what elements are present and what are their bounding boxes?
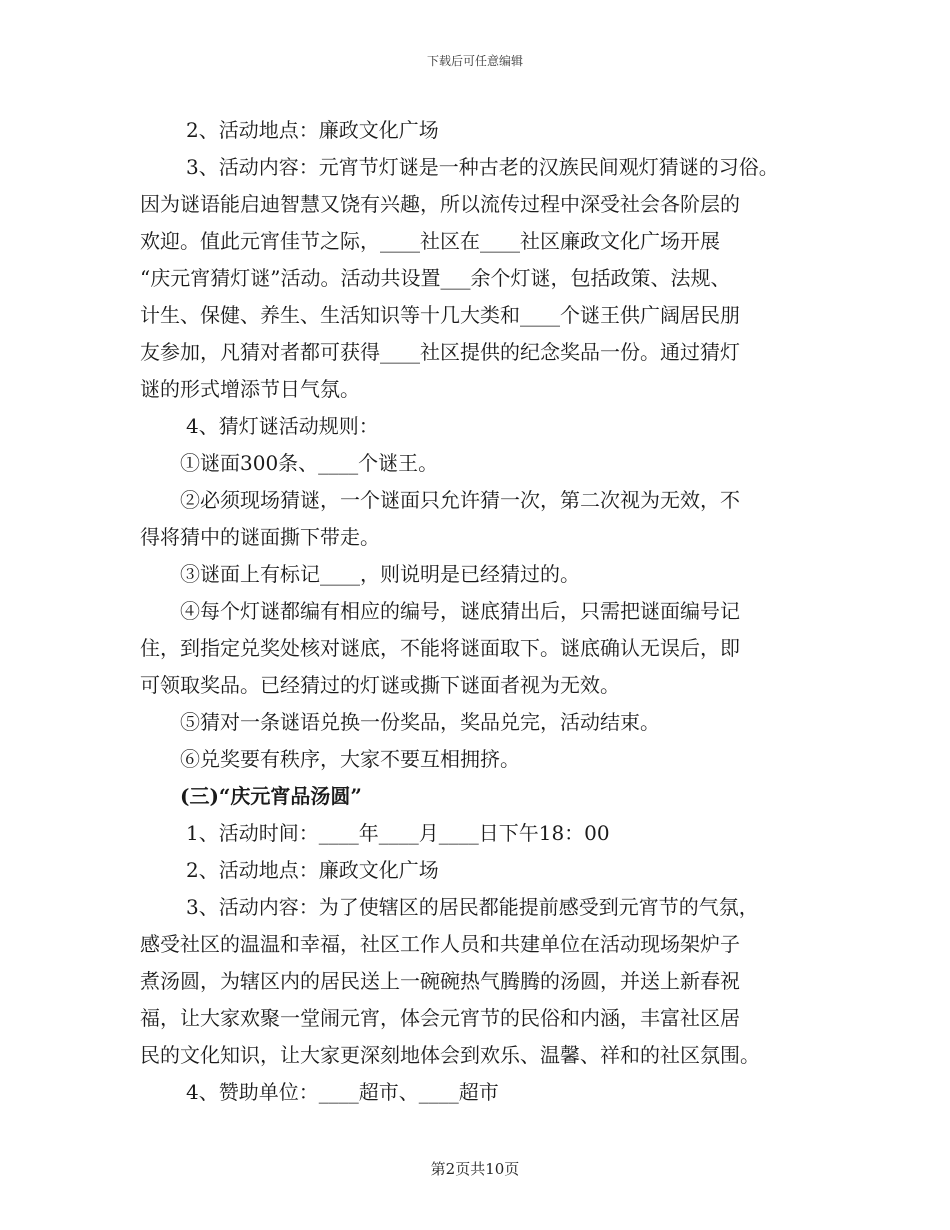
paragraph-line: ⑤猜对一条谜语兑换一份奖品，奖品兑完，活动结束。	[180, 710, 660, 734]
paragraph-line: “庆元宵猜灯谜”活动。活动共设置___余个灯谜，包括政策、法规、	[140, 266, 731, 290]
section-heading: (三)“庆元宵品汤圆”	[180, 784, 362, 808]
paragraph-line: 1、活动时间：____年____月____日下午18：00	[186, 821, 610, 845]
paragraph-line: 得将猜中的谜面撕下带走。	[140, 525, 380, 549]
document-body	[140, 112, 820, 1111]
page-footer: 第2页共10页	[430, 1160, 520, 1178]
paragraph-line: 2、活动地点：廉政文化广场	[186, 118, 439, 142]
paragraph-line: 计生、保健、养生、生活知识等十几大类和____个谜王供广阔居民朋	[140, 303, 740, 327]
paragraph-line: 友参加，凡猜对者都可获得____社区提供的纪念奖品一份。通过猜灯	[140, 340, 740, 364]
paragraph-line: 感受社区的温温和幸福，社区工作人员和共建单位在活动现场架炉子	[140, 932, 740, 956]
paragraph-line: ①谜面300条、____个谜王。	[180, 451, 439, 475]
paragraph-line: 4、赞助单位：____超市、____超市	[186, 1080, 499, 1104]
paragraph-line: 因为谜语能启迪智慧又饶有兴趣，所以流传过程中深受社会各阶层的	[140, 192, 740, 216]
paragraph-line: 3、活动内容：为了使辖区的居民都能提前感受到元宵节的气氛，	[186, 895, 759, 919]
paragraph-line: 欢迎。值此元宵佳节之际，____社区在____社区廉政文化广场开展	[140, 229, 720, 253]
paragraph-line: 谜的形式增添节日气氛。	[140, 377, 360, 401]
paragraph-line: ④每个灯谜都编有相应的编号，谜底猜出后，只需把谜面编号记	[180, 599, 740, 623]
paragraph-line: ②必须现场猜谜，一个谜面只允许猜一次，第二次视为无效，不	[180, 488, 740, 512]
paragraph-line: 住，到指定兑奖处核对谜底，不能将谜面取下。谜底确认无误后，即	[140, 636, 740, 660]
paragraph-line: 福，让大家欢聚一堂闹元宵，体会元宵节的民俗和内涵，丰富社区居	[140, 1006, 740, 1030]
paragraph-line: 4、猜灯谜活动规则：	[186, 414, 379, 438]
paragraph-line: 民的文化知识，让大家更深刻地体会到欢乐、温馨、祥和的社区氛围。	[140, 1043, 760, 1067]
paragraph-line: 可领取奖品。已经猜过的灯谜或撕下谜面者视为无效。	[140, 673, 620, 697]
paragraph-line: ③谜面上有标记____，则说明是已经猜过的。	[180, 562, 580, 586]
paragraph-line: 3、活动内容：元宵节灯谜是一种古老的汉族民间观灯猜谜的习俗。	[186, 155, 779, 179]
paragraph-line: ⑥兑奖要有秩序，大家不要互相拥挤。	[180, 747, 520, 771]
page-header: 下载后可任意编辑	[426, 54, 523, 68]
paragraph-line: 2、活动地点：廉政文化广场	[186, 858, 439, 882]
paragraph-line: 煮汤圆，为辖区内的居民送上一碗碗热气腾腾的汤圆，并送上新春祝	[140, 969, 740, 993]
